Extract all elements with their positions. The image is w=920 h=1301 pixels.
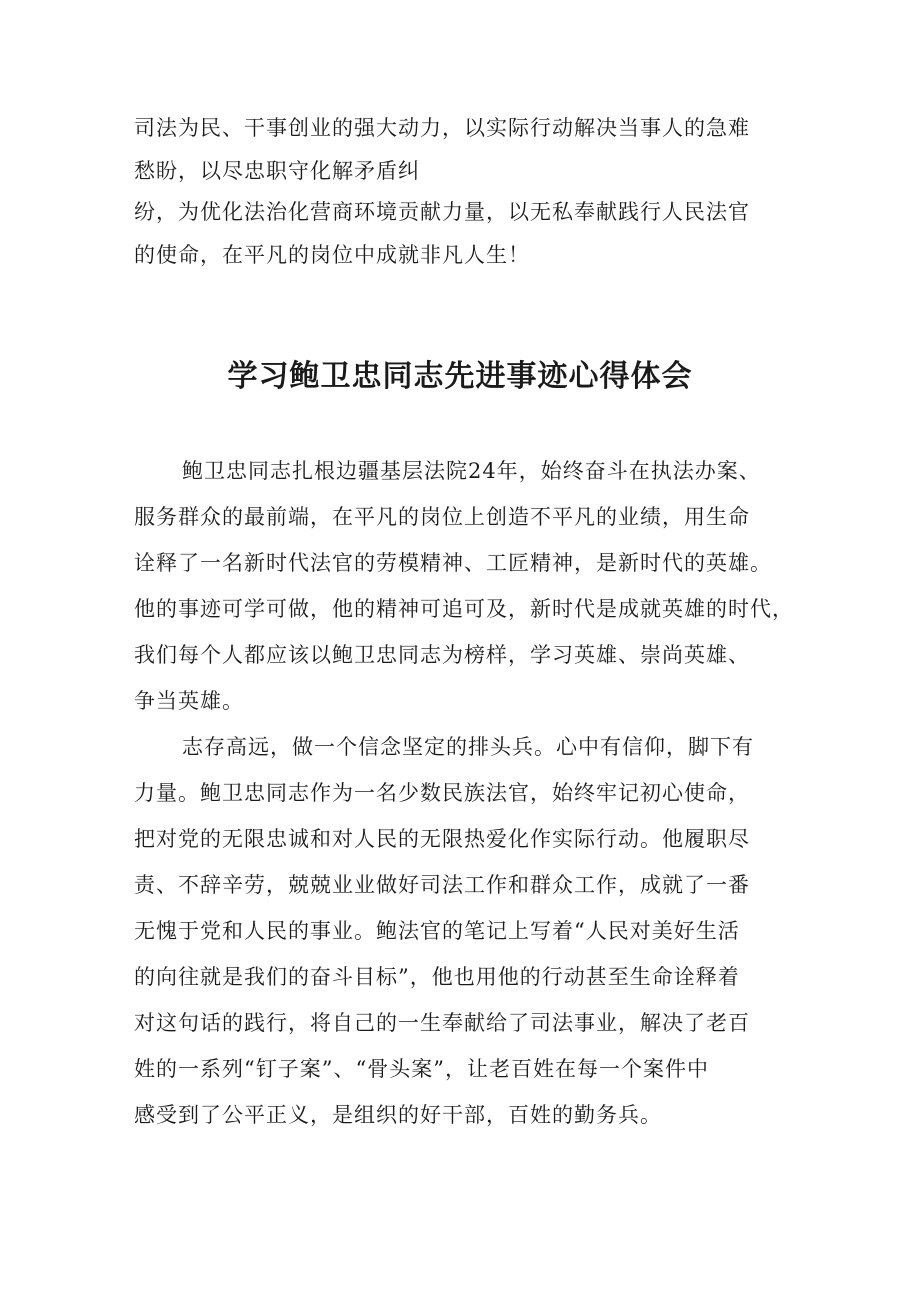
text-line: 感受到了公平正义，是组织的好干部，百姓的勤务兵。 [134, 1103, 662, 1127]
text-line: 力量。鲍卫忠同志作为一名少数民族法官，始终牢记初心使命， [134, 781, 750, 805]
text-line: 把对党的无限忠诚和对人民的无限热爱化作实际行动。他履职尽 [134, 827, 750, 851]
text-line: 诠释了一名新时代法官的劳模精神、工匠精神，是新时代的英雄。 [134, 551, 772, 575]
text-line: 争当英雄。 [134, 689, 244, 713]
text-line: 的向往就是我们的奋斗目标”，他也用他的行动甚至生命诠释着 [134, 965, 740, 989]
text-line: 他的事迹可学可做，他的精神可追可及，新时代是成就英雄的时代， [134, 597, 794, 621]
text-line: 无愧于党和人民的事业。鲍法官的笔记上写着“人民对美好生活 [134, 919, 740, 943]
text-line: 鲍卫忠同志扎根边疆基层法院24年，始终奋斗在执法办案、 [182, 459, 761, 483]
text-line: 纷，为优化法治化营商环境贡献力量，以无私奉献践行人民法官 [134, 200, 750, 224]
document-title: 学习鲍卫忠同志先进事迹心得体会 [227, 359, 693, 394]
text-line: 志存高远，做一个信念坚定的排头兵。心中有信仰，脚下有 [182, 735, 754, 759]
text-line: 对这句话的践行，将自己的一生奉献给了司法事业，解决了老百 [134, 1011, 750, 1035]
text-line: 服务群众的最前端，在平凡的岗位上创造不平凡的业绩，用生命 [134, 505, 750, 529]
text-line: 我们每个人都应该以鲍卫忠同志为榜样，学习英雄、崇尚英雄、 [134, 643, 750, 667]
body-text [134, 461, 814, 1151]
continued-paragraph [134, 118, 814, 288]
text-line: 姓的一系列“钉子案”、“骨头案”，让老百姓在每一个案件中 [134, 1057, 709, 1081]
text-line: 愁盼，以尽忠职守化解矛盾纠 [134, 159, 420, 183]
text-line: 责、不辞辛劳，兢兢业业做好司法工作和群众工作，成就了一番 [134, 873, 750, 897]
text-line: 司法为民、干事创业的强大动力，以实际行动解决当事人的急难 [134, 116, 750, 140]
text-line: 的使命，在平凡的岗位中成就非凡人生！ [134, 243, 530, 267]
